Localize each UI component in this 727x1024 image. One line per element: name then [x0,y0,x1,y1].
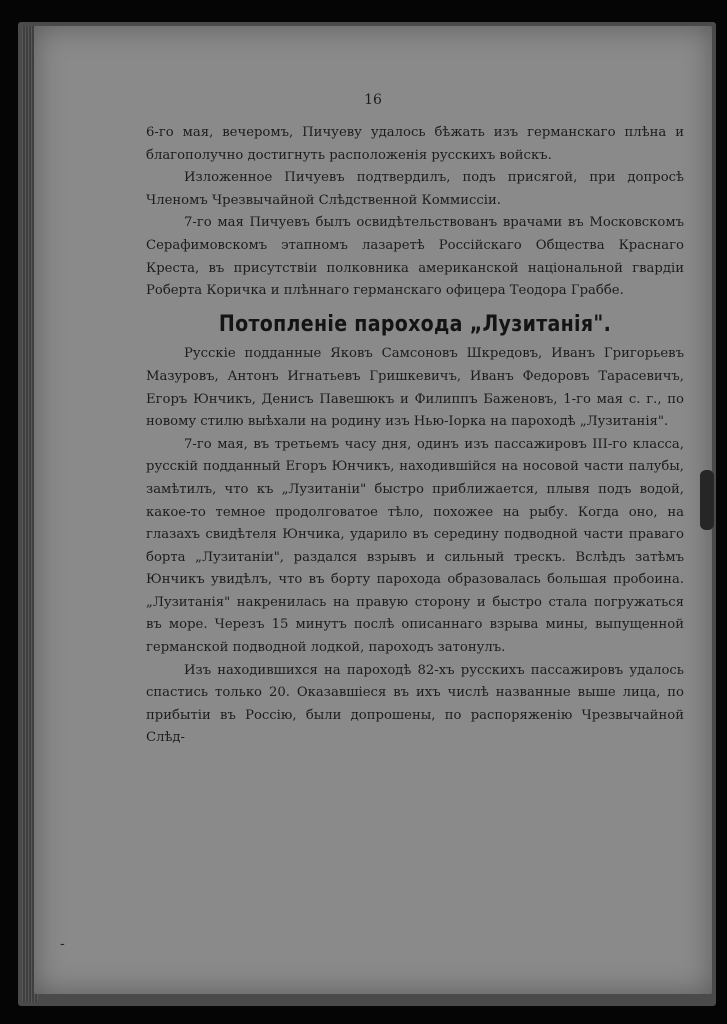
paragraph: 7-го мая Пичуевъ былъ освидѣтельствованъ врачами въ Московскомъ Серафимовскомъ этапномъ лазаретѣ Россійскаго Общества Краснаго Креста, въ присутствіи полковника американской національной гвардіи Роберта Коричка и плѣннаго германскаго офицера Теодора Граббе. [146,215,684,299]
paragraph: 7-го мая, въ третьемъ часу дня, одинъ изъ пассажировъ III-го класса, русскій подданный Егоръ Юнчикъ, находившійся на носовой части палубы, замѣтилъ, что къ „Лузитаніи" быстро приближается, плывя подъ водой, какое-то темное продолговатое тѣло, похожее на рыбу. Когда оно, на глазахъ свидѣтеля Юнчика, ударило въ середину подводной части праваго борта „Лузитаніи", раздался взрывъ и сильный трескъ. Вслѣдъ затѣмъ Юнчикъ увидѣлъ, что въ борту парохода образовалась большая пробоина. „Лузитанія" накренилась на правую сторону и быстро стала погружаться въ море. Черезъ 15 минутъ послѣ описаннаго взрыва мины, выпущенной германской подводной лодкой, пароходъ затонулъ. [146,436,684,656]
text-body [146,122,684,750]
paragraph: Изъ находившихся на пароходѣ 82-хъ русскихъ пассажировъ удалось спастись только 20. Оказавшіеся въ ихъ числѣ названные выше лица, по прибытіи въ Россію, были допрошены, по распоряженію Чрезвычайной Слѣд- [146,662,684,746]
binding-notch [700,470,714,530]
paragraph: Русскіе подданные Яковъ Самсоновъ Шкредовъ, Иванъ Григорьевъ Мазуровъ, Антонъ Игнатьевъ Гришкевичъ, Иванъ Федоровъ Тарасевичъ, Егоръ Юнчикъ, Денисъ Павешюкъ и Филиппъ Баженовъ, 1-го мая с. г., по новому стилю выѣхали на родину изъ Нью-Іорка на пароходѣ „Лузитанія". [146,346,684,430]
paragraph: Изложенное Пичуевъ подтвердилъ, подъ присягой, при допросѣ Членомъ Чрезвычайной Слѣдственной Коммиссіи. [146,170,684,208]
page-number: 16 [364,92,382,108]
section-heading: Потопленіе парохода „Лузитанія". [218,311,612,337]
book-page [34,26,712,994]
paragraph: 6-го мая, вечеромъ, Пичуеву удалось бѣжать изъ германскаго плѣна и благополучно достигнуть расположенія русскихъ войскъ. [146,125,684,163]
stray-mark: - [60,936,65,952]
